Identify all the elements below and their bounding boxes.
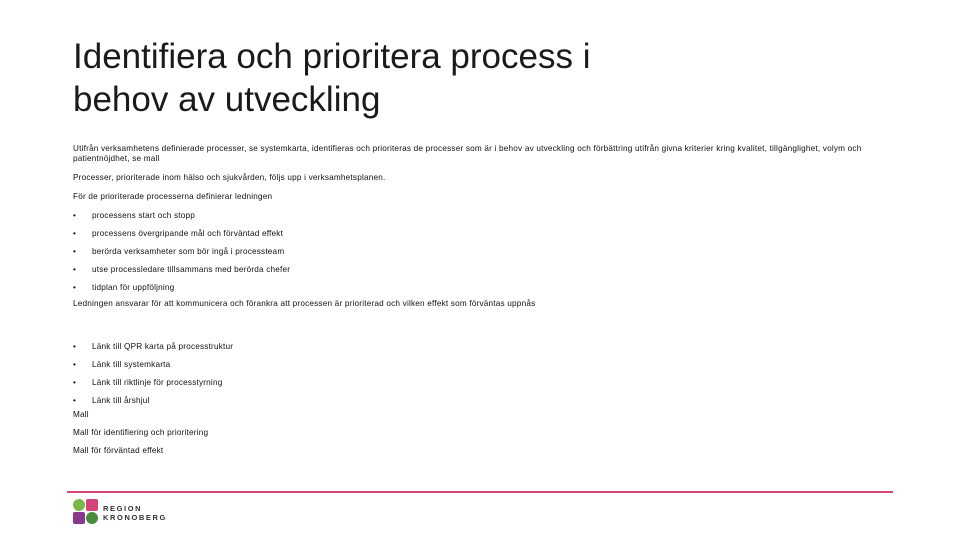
logo-wordmark [103, 504, 167, 522]
list-item [73, 265, 893, 275]
footer-divider [67, 491, 893, 493]
link-item[interactable] [73, 360, 893, 370]
link-qpr-map[interactable]: Länk till QPR karta på processtruktur [92, 342, 234, 351]
links-section [73, 342, 893, 406]
bullet-icon: • [73, 360, 77, 369]
logo-line-1: REGION [103, 504, 143, 513]
slide-title [73, 35, 833, 121]
links-list [73, 342, 893, 406]
slide-body [73, 144, 893, 464]
responsibility-paragraph: Ledningen ansvarar för att kommunicera och förankra att processen är prioriterad och vilken effekt som förväntas uppnås [73, 299, 536, 308]
template-link[interactable]: Mall för identifiering och prioritering [73, 428, 209, 437]
logo-mark-icon [72, 498, 100, 526]
link-item[interactable] [73, 396, 893, 406]
bullet-icon: • [73, 229, 77, 238]
list-item [73, 247, 893, 257]
title-line-2: behov av utveckling [73, 80, 381, 119]
bullet-icon: • [73, 247, 77, 256]
link-item[interactable] [73, 342, 893, 352]
intro-paragraph: Utifrån verksamhetens definierade processer, se systemkarta, identifieras och prioriteras de processer som är i behov av utveckling och förbättring utifrån givna kriterier kring kvalitet, tillgänglighet, volym och patientnöjdhet, se mall [73, 144, 862, 163]
list-item [73, 211, 893, 221]
link-system-map[interactable]: Länk till systemkarta [92, 360, 171, 369]
list-item-text: processens övergripande mål och förväntad effekt [92, 229, 284, 238]
list-item-text: tidplan för uppföljning [92, 283, 175, 292]
template-link[interactable]: Mall för förväntad effekt [73, 446, 164, 455]
management-defines-paragraph: För de prioriterade processerna definierar ledningen [73, 192, 273, 201]
bullet-icon: • [73, 342, 77, 351]
link-process-guideline[interactable]: Länk till riktlinje för processtyrning [92, 378, 223, 387]
region-kronoberg-logo [69, 495, 179, 529]
list-item [73, 229, 893, 239]
bullet-icon: • [73, 396, 77, 405]
list-item-text: utse processledare tillsammans med berörda chefer [92, 265, 291, 274]
bullet-icon: • [73, 283, 77, 292]
list-item-text: berörda verksamheter som bör ingå i processteam [92, 247, 285, 256]
definition-list [73, 211, 893, 293]
bullet-icon: • [73, 378, 77, 387]
title-line-1: Identifiera och prioritera process i [73, 37, 591, 76]
link-annual-wheel[interactable]: Länk till årshjul [92, 396, 150, 405]
templates-section [73, 410, 893, 456]
prioritized-processes-paragraph: Processer, prioriterade inom hälso och sjukvården, följs upp i verksamhetsplanen. [73, 173, 386, 182]
logo-line-2: KRONOBERG [103, 513, 167, 522]
list-item-text: processens start och stopp [92, 211, 196, 220]
link-item[interactable] [73, 378, 893, 388]
templates-heading: Mall [73, 410, 89, 419]
list-item [73, 283, 893, 293]
bullet-icon: • [73, 265, 77, 274]
bullet-icon: • [73, 211, 77, 220]
